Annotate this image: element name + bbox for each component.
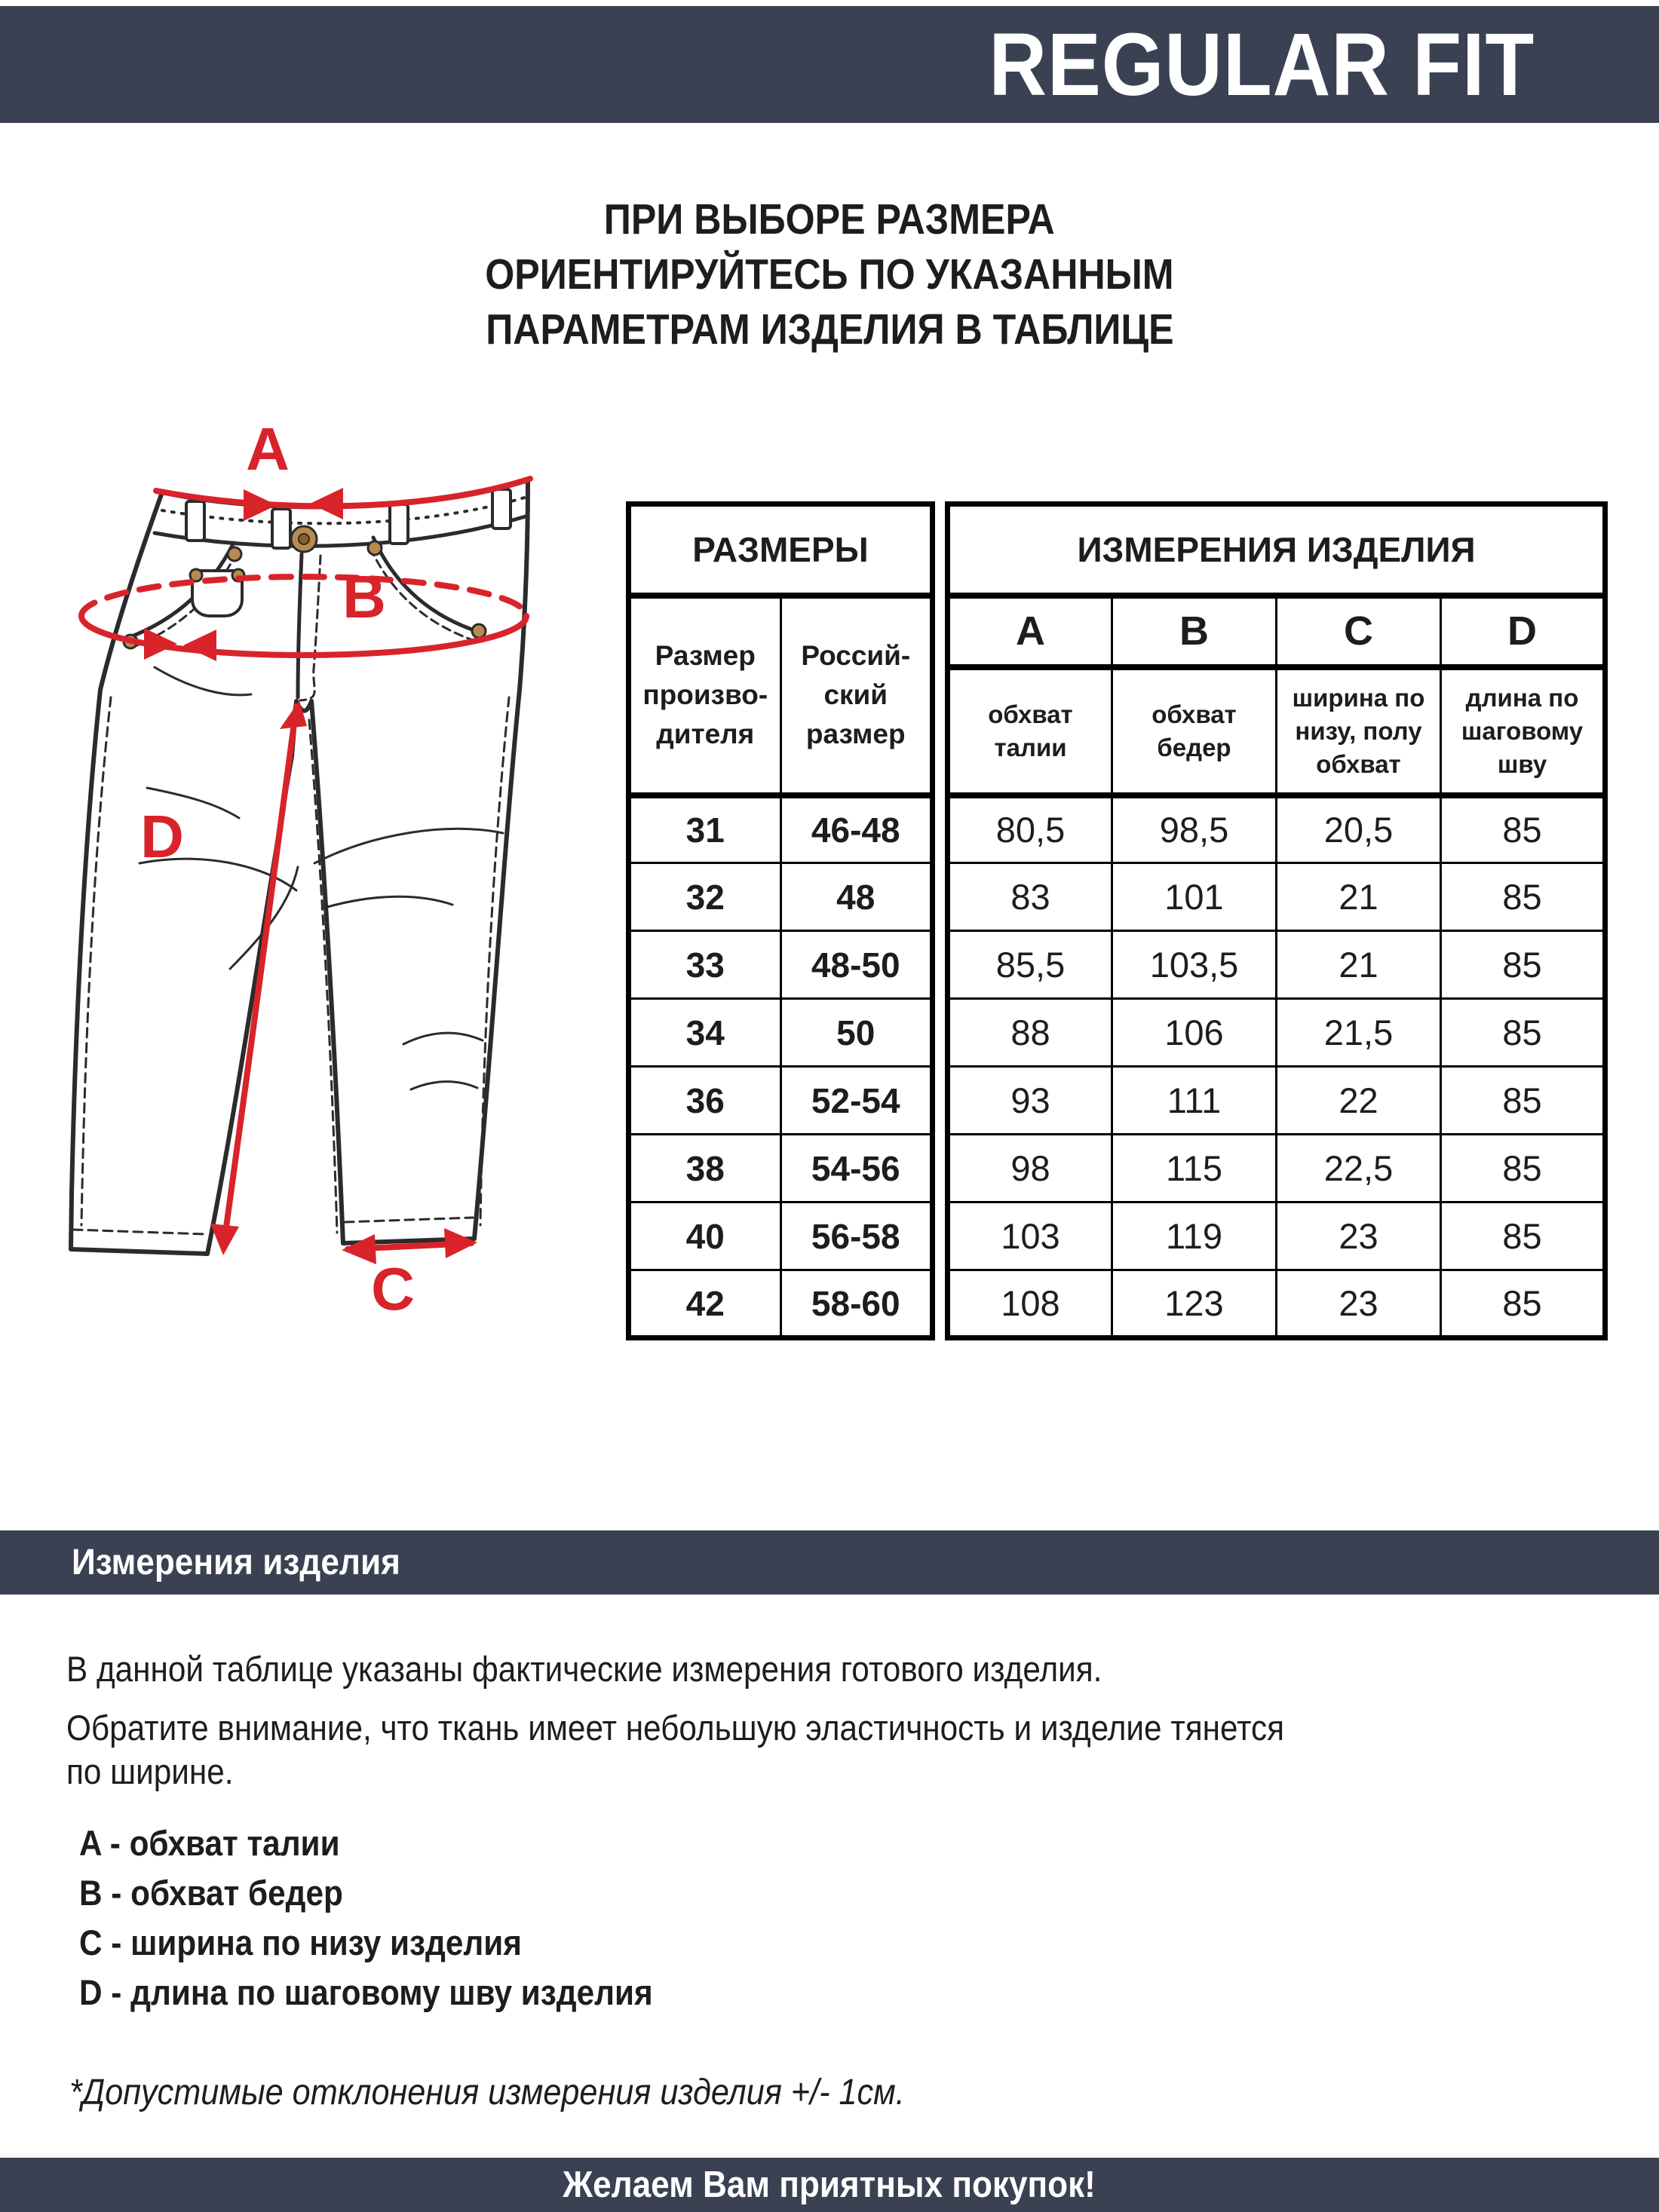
measurement-cell-d: 85 — [1441, 1270, 1605, 1338]
measurement-cell-a: 80,5 — [948, 795, 1112, 863]
size-cell-ru: 48-50 — [780, 931, 933, 999]
measurement-cell-d: 85 — [1441, 931, 1605, 999]
col-desc-c: ширина по низу, полу обхват — [1277, 667, 1441, 795]
belt-loop — [390, 504, 408, 544]
col-desc-d: длина по шаговому шву — [1441, 667, 1605, 795]
col-letter-c: C — [1277, 596, 1441, 667]
measurement-cell-d: 85 — [1441, 863, 1605, 931]
measurement-cell-c: 22 — [1277, 1067, 1441, 1135]
measure-label-a: A — [246, 415, 290, 483]
rivet — [368, 541, 382, 555]
size-row — [629, 795, 933, 863]
rivet — [472, 624, 486, 638]
size-cell-ru: 48 — [780, 863, 933, 931]
measurement-cell-d: 85 — [1441, 1067, 1605, 1135]
measurement-cell-a: 88 — [948, 999, 1112, 1067]
subtitle-line-3: ПАРАМЕТРАМ ИЗДЕЛИЯ В ТАБЛИЦЕ — [485, 305, 1174, 354]
subtitle-line-1: ПРИ ВЫБОРЕ РАЗМЕРА — [604, 195, 1055, 244]
measurement-cell-c: 23 — [1277, 1203, 1441, 1270]
measurement-row — [948, 795, 1605, 863]
measure-label-c: C — [371, 1255, 415, 1322]
belt-loop — [492, 489, 511, 528]
description-text — [66, 1647, 1620, 1794]
legend-item-b: B - обхват бедер — [79, 1873, 343, 1913]
measurement-cell-b: 119 — [1112, 1203, 1277, 1270]
header-bar — [0, 6, 1659, 123]
section-bar — [0, 1530, 1659, 1595]
measurement-cell-c: 21,5 — [1277, 999, 1441, 1067]
measurements-table — [945, 501, 1608, 1340]
measurement-row — [948, 931, 1605, 999]
measurement-cell-d: 85 — [1441, 999, 1605, 1067]
measurement-cell-b: 103,5 — [1112, 931, 1277, 999]
belt-loop — [272, 509, 290, 548]
size-cell-mfr: 36 — [629, 1067, 781, 1135]
belt-loop — [186, 501, 204, 541]
size-cell-mfr: 33 — [629, 931, 781, 999]
paragraph-2-line-1: Обратите внимание, что ткань имеет небольшую эластичность и изделие тянется — [66, 1708, 1285, 1748]
measurement-cell-a: 83 — [948, 863, 1112, 931]
size-cell-mfr: 38 — [629, 1135, 781, 1203]
size-cell-mfr: 31 — [629, 795, 781, 863]
col-letter-d: D — [1441, 596, 1605, 667]
size-cell-mfr: 32 — [629, 863, 781, 931]
col-desc-a: обхват талии — [948, 667, 1112, 795]
measurement-row — [948, 1135, 1605, 1203]
measurement-cell-b: 111 — [1112, 1067, 1277, 1135]
measurement-cell-b: 115 — [1112, 1135, 1277, 1203]
measurement-cell-b: 101 — [1112, 863, 1277, 931]
size-row — [629, 999, 933, 1067]
legend-item-d: D - длина по шаговому шву изделия — [79, 1972, 653, 2012]
paragraph-1: В данной таблице указаны фактические измерения готового изделия. — [66, 1649, 1102, 1689]
size-cell-ru: 58-60 — [780, 1270, 933, 1338]
measurement-cell-b: 106 — [1112, 999, 1277, 1067]
col-header-russian-size: Россий- ский размер — [780, 596, 933, 795]
measurements-table-title: ИЗМЕРЕНИЯ ИЗДЕЛИЯ — [948, 504, 1605, 596]
measurement-cell-d: 85 — [1441, 1135, 1605, 1203]
measurement-cell-c: 22,5 — [1277, 1135, 1441, 1203]
jeans-button-center — [299, 534, 309, 544]
measurement-cell-c: 23 — [1277, 1270, 1441, 1338]
size-row — [629, 931, 933, 999]
size-tables — [626, 501, 1608, 1340]
measurement-cell-b: 123 — [1112, 1270, 1277, 1338]
measurement-cell-a: 98 — [948, 1135, 1112, 1203]
size-row — [629, 1203, 933, 1270]
measurement-row — [948, 863, 1605, 931]
measurement-row — [948, 1270, 1605, 1338]
size-cell-mfr: 34 — [629, 999, 781, 1067]
measurement-cell-c: 21 — [1277, 863, 1441, 931]
section-title: Измерения изделия — [72, 1543, 400, 1582]
footer-bar — [0, 2158, 1659, 2212]
size-cell-ru: 46-48 — [780, 795, 933, 863]
jeans-diagram — [41, 415, 562, 1322]
measurement-cell-a: 108 — [948, 1270, 1112, 1338]
tolerance-footnote: *Допустимые отклонения измерения изделия +/- 1см. — [69, 2073, 905, 2112]
measure-label-d: D — [140, 803, 184, 870]
sizes-table — [626, 501, 935, 1340]
footer-message: Желаем Вам приятных покупок! — [563, 2165, 1096, 2205]
measurement-cell-c: 21 — [1277, 931, 1441, 999]
measure-label-b: B — [342, 563, 386, 630]
col-letter-a: A — [948, 596, 1112, 667]
size-row — [629, 1270, 933, 1338]
measurement-row — [948, 999, 1605, 1067]
measurement-cell-a: 93 — [948, 1067, 1112, 1135]
measurement-row — [948, 1067, 1605, 1135]
measurement-cell-d: 85 — [1441, 795, 1605, 863]
subtitle-line-2: ОРИЕНТИРУЙТЕСЬ ПО УКАЗАННЫМ — [485, 250, 1174, 299]
subtitle — [0, 192, 1659, 357]
size-cell-ru: 56-58 — [780, 1203, 933, 1270]
measure-d-arrow-bottom — [210, 1224, 239, 1255]
measurement-row — [948, 1203, 1605, 1270]
size-cell-ru: 50 — [780, 999, 933, 1067]
col-letter-b: B — [1112, 596, 1277, 667]
size-cell-mfr: 40 — [629, 1203, 781, 1270]
rivet — [228, 547, 241, 561]
measurement-cell-a: 85,5 — [948, 931, 1112, 999]
measurement-cell-a: 103 — [948, 1203, 1112, 1270]
size-cell-ru: 54-56 — [780, 1135, 933, 1203]
paragraph-2-line-2: по ширине. — [66, 1751, 234, 1791]
measurement-cell-c: 20,5 — [1277, 795, 1441, 863]
size-row — [629, 1135, 933, 1203]
legend-item-a: A - обхват талии — [79, 1823, 340, 1863]
size-cell-ru: 52-54 — [780, 1067, 933, 1135]
size-row — [629, 1067, 933, 1135]
size-row — [629, 863, 933, 931]
size-cell-mfr: 42 — [629, 1270, 781, 1338]
measurement-cell-d: 85 — [1441, 1203, 1605, 1270]
col-desc-b: обхват бедер — [1112, 667, 1277, 795]
page-title: REGULAR FIT — [989, 14, 1535, 115]
col-header-manufacturer-size: Размер произво- дителя — [629, 596, 781, 795]
measure-legend — [79, 1818, 716, 2017]
legend-item-c: C - ширина по низу изделия — [79, 1922, 522, 1962]
measurement-cell-b: 98,5 — [1112, 795, 1277, 863]
sizes-table-title: РАЗМЕРЫ — [629, 504, 933, 596]
